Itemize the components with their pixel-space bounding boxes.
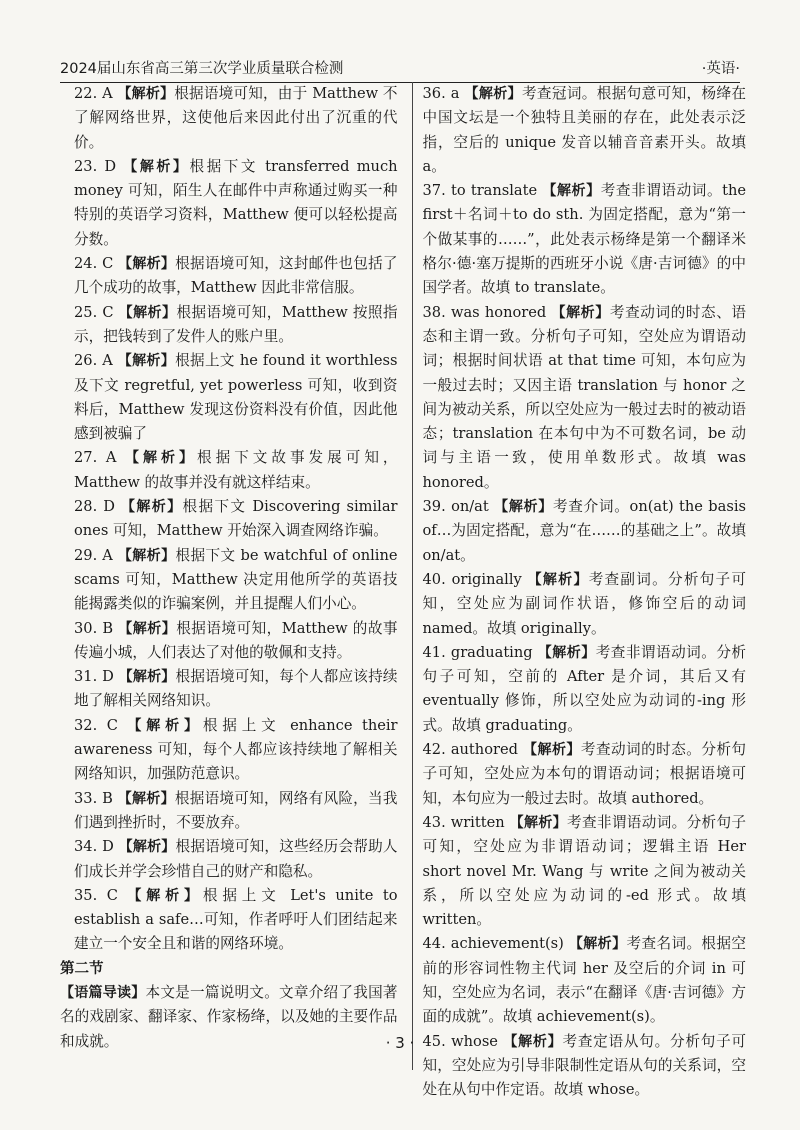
answer-item (423, 811, 747, 932)
item-number: 38. (422, 303, 446, 321)
answer-key: written (450, 813, 505, 831)
item-number: 43. (422, 813, 446, 831)
answer-columns (60, 82, 747, 1099)
analysis-text: 根据语境可知，这封邮件也包括了几个成功的故事，Matthew 因此非常信服。 (74, 255, 398, 297)
answer-item (74, 349, 398, 446)
answer-key: D (103, 498, 115, 516)
analysis-tag: 【解析】 (568, 936, 627, 953)
answer-key: authored (450, 741, 518, 759)
item-number: 29. (74, 546, 98, 564)
answer-key: a (450, 85, 460, 102)
answer-item (74, 82, 398, 155)
item-number: 31. (74, 668, 98, 686)
item-number: 41. (422, 643, 446, 661)
analysis-text: 根据语境可知，由于 Matthew 不了解网络世界，这使他后来因此付出了沉重的代价。 (74, 85, 398, 151)
analysis-tag: 【解析】 (542, 183, 601, 200)
answer-item (74, 301, 398, 350)
answer-key: D (102, 668, 114, 686)
answer-item (74, 884, 398, 957)
item-number: 35. (74, 886, 98, 904)
analysis-tag: 【解析】 (125, 450, 198, 467)
analysis-tag: 【解析】 (503, 1033, 563, 1050)
analysis-text: 根据上文 Let's unite to establish a safe…可知，作者呼吁人们团结起来建立一个安全且和谐的网络环境。 (74, 886, 398, 953)
analysis-text: 考查副词。分析句子可知，空处应为副词作状语，修饰空后的动词 named。故填 originally。 (422, 570, 746, 637)
answer-key: whose (451, 1032, 498, 1050)
analysis-text: 考查动词的时态。分析句子可知，空处应为本句的谓语动词；根据语境可知，本句应为一般过去时。故填 authored。 (422, 741, 747, 807)
item-number: 44. (422, 935, 446, 953)
answer-key: on/at (451, 498, 489, 516)
item-number: 39. (422, 498, 446, 516)
item-number: 34. (74, 838, 98, 856)
answer-key: graduating (450, 643, 533, 661)
analysis-tag: 【解析】 (118, 839, 176, 856)
item-number: 25. (74, 303, 98, 321)
answer-item (74, 446, 398, 495)
right-column (412, 82, 747, 1099)
item-number: 37. (422, 182, 446, 200)
analysis-tag: 【解析】 (509, 814, 568, 831)
analysis-tag: 【解析】 (120, 499, 183, 516)
item-number: 28. (74, 498, 98, 516)
answer-item (423, 568, 747, 641)
analysis-text: 根据下文 Discovering similar ones 可知，Matthew 开始深入调查网络诈骗。 (74, 498, 398, 540)
answer-item (423, 641, 747, 738)
item-number: 42. (422, 741, 446, 759)
exam-title: 2024届山东省高三第三次学业质量联合检测 (60, 61, 344, 77)
analysis-tag: 【解析】 (118, 669, 176, 686)
answer-key: to translate (450, 182, 538, 200)
analysis-text: 根据语境可知，网络有风险，当我们遇到挫折时，不要放弃。 (74, 789, 398, 831)
analysis-text: 考查定语从句。分析句子可知，空处应为引导非限制性定语从句的关系词，空处在从句中作定语。故填 whose。 (422, 1032, 747, 1099)
item-number: 23. (74, 157, 98, 175)
analysis-text: 考查非谓语动词。分析句子可知，空前的 After 是介词，其后又有 eventually 修饰，所以空处应为动词的-ing 形式。故填 graduating。 (422, 643, 747, 734)
answer-item (74, 495, 398, 544)
answer-key: C (102, 303, 114, 321)
item-number: 27. (74, 449, 98, 467)
item-number: 32. (74, 716, 98, 734)
answer-key: was honored (450, 303, 547, 321)
answer-item (423, 738, 747, 811)
analysis-tag: 【解析】 (117, 353, 176, 370)
answer-key: B (102, 789, 113, 807)
analysis-text: 根据下文故事发展可知，Matthew 的故事并没有就这样结束。 (74, 449, 398, 491)
answer-key: D (104, 157, 117, 175)
answer-key: B (102, 619, 114, 637)
analysis-tag: 【解析】 (117, 790, 175, 807)
item-number: 26. (74, 352, 98, 370)
answer-key: achievement(s) (450, 935, 564, 953)
analysis-text: 根据语境可知，Matthew 按照指示，把钱转到了发件人的账户里。 (74, 303, 398, 345)
analysis-tag: 【解析】 (117, 86, 175, 102)
item-number: 40. (422, 570, 446, 588)
analysis-text: 根据上文 enhance their awareness 可知，每个人都应该持续地了解相关网络知识，加强防范意识。 (74, 716, 398, 783)
answer-item (423, 932, 747, 1029)
answer-item (74, 617, 398, 666)
analysis-tag: 【解析】 (123, 158, 190, 175)
analysis-text: 考查动词的时态、语态和主谓一致。分析句子可知，空处应为谓语动词；根据时间状语 at that time 可知，本句应为一般过去时；又因主语 translation 与 honor 之间为被动关系，所以空处应为一般过去时的被动语态；translation 在本句中为不可数名词，be 动词与主语一致，使用单数形式。故填 was honored。 (422, 303, 747, 491)
item-number: 22. (74, 85, 98, 102)
answer-item (74, 787, 398, 836)
analysis-tag: 【解析】 (537, 644, 596, 661)
analysis-text: 考查非谓语动词。分析句子可知，空处应为非谓语动词；逻辑主语 Her short novel Mr. Wang 与 write 之间为被动关系，所以空处应为动词的-ed 形式。故填 written。 (422, 813, 747, 929)
answer-key: A (102, 546, 113, 564)
answer-key: A (105, 449, 117, 467)
item-number: 33. (74, 789, 98, 807)
analysis-text: 考查冠词。根据句意可知，杨绛在中国文坛是一个独特且美丽的存在，此处表示泛指，空后的 unique 发音以辅音音素开头。故填 a。 (422, 85, 747, 175)
analysis-text: 根据语境可知，Matthew 的故事传遍小城，人们表达了对他的敬佩和支持。 (74, 619, 398, 661)
left-column (60, 82, 398, 1070)
guide-text: 本文是一篇说明文。文章介绍了我国著名的戏剧家、翻译家、作家杨绛，以及她的主要作品和成就。 (60, 983, 398, 1050)
answer-key: C (102, 255, 114, 273)
analysis-text: 根据下文 be watchful of online scams 可知，Matthew 决定用他所学的英语技能揭露类似的诈骗案例，并且提醒人们小心。 (74, 546, 398, 613)
item-number: 24. (74, 255, 98, 273)
item-number: 45. (422, 1032, 446, 1050)
answer-item (74, 544, 398, 617)
answer-item (74, 665, 398, 714)
analysis-text: 根据下文 transferred much money 可知，陌生人在邮件中声称通过购买一种特别的英语学习资料，Matthew 便可以轻松提高分数。 (74, 157, 398, 248)
answer-item (423, 495, 747, 568)
analysis-text: 考查介词。on(at) the basis of…为固定搭配，意为“在……的基础之上”。故填 on/at。 (422, 498, 746, 564)
analysis-tag: 【解析】 (127, 887, 203, 904)
answer-item (74, 252, 398, 301)
analysis-tag: 【解析】 (118, 304, 177, 321)
answer-key: C (106, 886, 118, 904)
page-header (60, 52, 740, 83)
analysis-tag: 【解析】 (117, 547, 176, 564)
analysis-tag: 【解析】 (551, 304, 610, 321)
answer-key: A (102, 352, 113, 370)
analysis-text: 根据上文 he found it worthless 及下文 regretful, yet powerless 可知，收到资料后，Matthew 发现这份资料没有价值，因此他感到被骗了 (74, 352, 398, 443)
answer-item (423, 179, 747, 300)
right-answer-list (423, 82, 747, 1102)
section-heading: 第二节 (60, 960, 104, 977)
page-number: · 3 · (385, 1034, 415, 1052)
analysis-tag: 【解析】 (118, 256, 176, 273)
analysis-tag: 【解析】 (127, 717, 203, 734)
analysis-text: 根据语境可知，这些经历会帮助人们成长并学会珍惜自己的财产和隐私。 (74, 838, 398, 880)
item-number: 36. (422, 85, 446, 102)
left-answer-list (74, 82, 398, 957)
answer-item (74, 155, 398, 252)
answer-key: C (106, 716, 118, 734)
answer-item (74, 714, 398, 787)
guide-tag: 【语篇导读】 (60, 984, 146, 1001)
analysis-tag: 【解析】 (464, 86, 522, 102)
analysis-tag: 【解析】 (523, 742, 581, 759)
analysis-text: 考查名词。根据空前的形容词性物主代词 her 及空后的介词 in 可知，空处应为名词，表示“在翻译《唐·吉诃德》方面的成就”。故填 achievement(s)。 (422, 935, 747, 1026)
analysis-tag: 【解析】 (118, 620, 177, 637)
answer-item (423, 82, 747, 179)
analysis-tag: 【解析】 (527, 571, 589, 588)
analysis-tag: 【解析】 (494, 499, 553, 516)
answer-item (423, 301, 747, 495)
analysis-text: 考查非谓语动词。the first＋名词＋to do sth. 为固定搭配，意为“第一个做某事的……”，此处表示杨绛是第一个翻译米格尔·德·塞万提斯的西班牙小说《唐·吉诃德》的中国学者。故填 to translate。 (422, 182, 747, 297)
answer-item (74, 835, 398, 884)
analysis-text: 根据语境可知，每个人都应该持续地了解相关网络知识。 (74, 668, 398, 710)
item-number: 30. (74, 619, 98, 637)
answer-key: A (102, 85, 113, 102)
subject-label: ·英语· (701, 61, 740, 77)
answer-key: originally (451, 570, 522, 588)
answer-key: D (102, 838, 114, 856)
